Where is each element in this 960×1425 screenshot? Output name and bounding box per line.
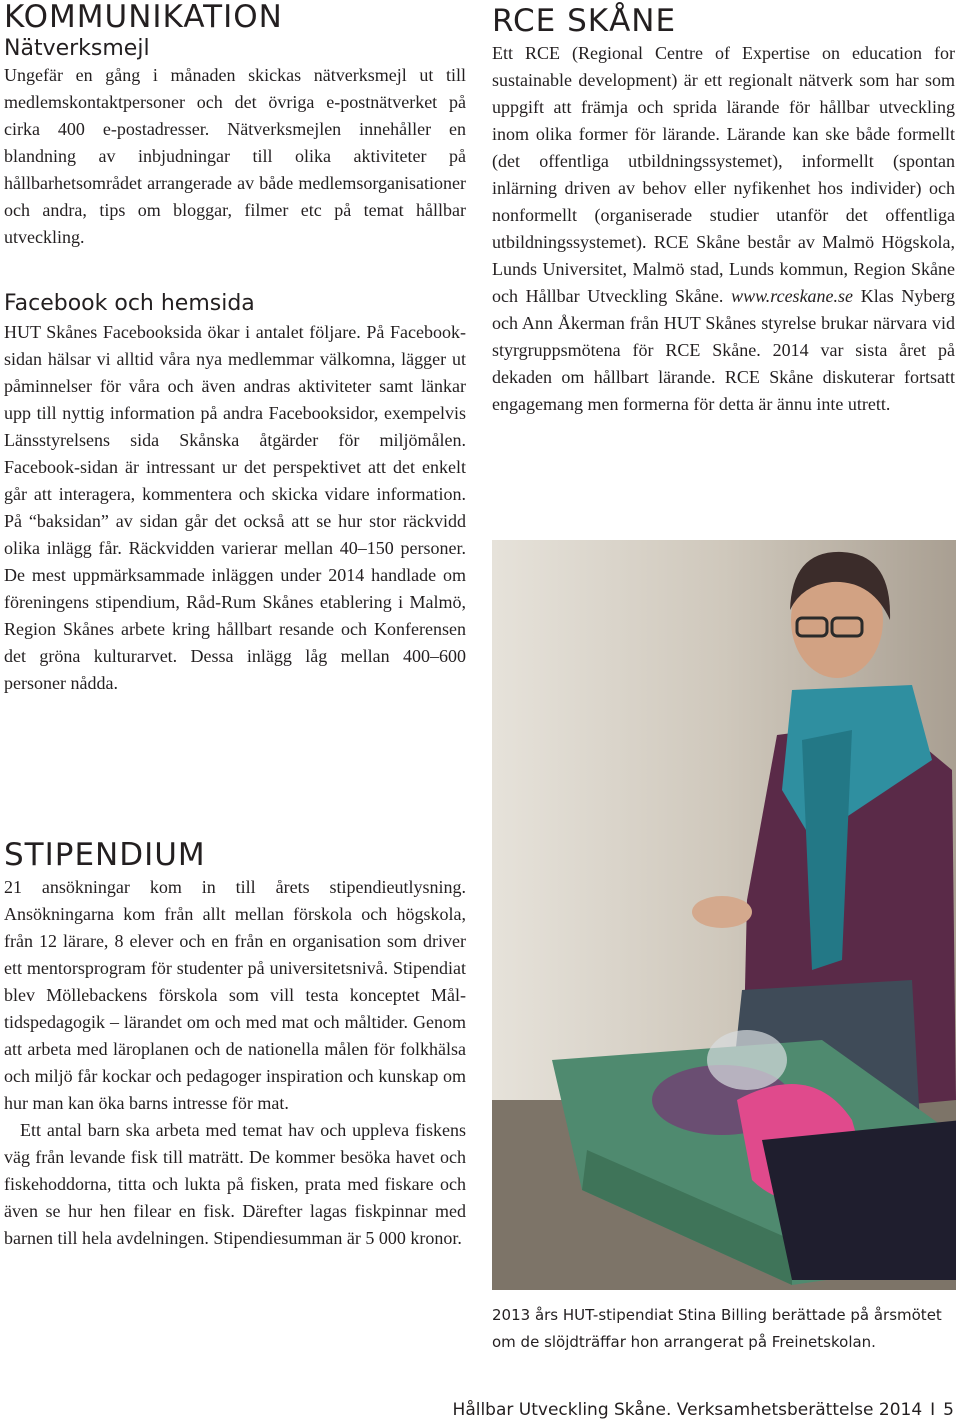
natverksmejl-paragraph: Ungefär en gång i månaden skickas nätverksmejl ut till medlemskontaktpersoner och det övriga e-postnätverket på cirka 400 e-postadresser. Nätverksmejlen innehåller en blandning av inbjudningar till olika aktiviteter på hållbarhetsområdet arrangerade av både medlemsorganisationer och andra, tips om bloggar, filmer etc på temat hållbar utveckling. [4, 65, 466, 247]
footer-separator: I [930, 1400, 936, 1420]
stipendium-section [4, 838, 466, 1252]
footer-title: Hållbar Utveckling Skåne. Verksamhetsberättelse 2014 [452, 1400, 923, 1420]
stipendium-heading: STIPENDIUM [4, 837, 206, 873]
facebook-paragraph: HUT Skånes Facebooksida ökar i antalet följare. På Facebook-sidan hälsar vi alltid våra nya medlemmar välkomna, lägger ut påminnelser för våra och även andras aktiviteter samt länkar upp till nyttig information på andra Facebooksidor, exempelvis Länsstyrelsens sida Skånska åtgärder för miljömålen. Facebook-sidan är intressant ur det perspektivet att det enkelt går att interagera, kommentera och skicka vidare information. På “baksidan” av sidan går det också att se hur stor räckvidd olika inlägg får. Räckvidden varierar mellan 40–150 personer. De mest uppmärksammade inläggen under 2014 handlade om föreningens stipendium, Råd-Rum Skånes etablering i Malmö, Region Skånes arbete kring hållbart resande och Konferensen det gröna kulturarvet. Dessa inlägg låg mellan 400–600 personer nådda. [4, 322, 466, 693]
photo-caption: 2013 års HUT-stipendiat Stina Billing berättade på årsmötet om de slöjdträffar hon arrangerat på Freinetskolan. [492, 1306, 942, 1351]
rce-text-after-link: Klas Nyberg och Ann Åkerman från HUT Skånes styrelse brukar närvara vid styrgruppsmötena för RCE Skåne. 2014 var sista året på dekaden om hållbart lärande. RCE Skåne diskuterar fortsatt engagemang men formerna för detta är ännu inte utrett. [492, 286, 956, 414]
page-number: 5 [943, 1400, 954, 1420]
stipendium-paragraph-2: Ett antal barn ska arbeta med temat hav och uppleva fiskens väg från levande fisk till maträtt. De kommer besöka havet och fiskehoddorna, titta och lukta på fisken, prata med fiskare och även se hur hen filear en fisk. Därefter lagas fiskpinnar med barnen till hela avdelningen. Stipendiesumman är 5 000 kronor. [4, 1120, 466, 1248]
kommunikation-heading: KOMMUNIKATION [4, 0, 283, 35]
rce-paragraph [492, 40, 955, 418]
facebook-subheading: Facebook och hemsida [4, 291, 255, 316]
rce-text-before-link: Ett RCE (Regional Centre of Expertise on education for sustainable development) är ett regionalt nätverk som har som uppgift att främja och sprida lärande för hållbar utveckling inom olika former för lärande. Lärande kan ske både formellt (det offentliga utbildningssystemet), informellt (spontan inlärning driven av behov eller nyfikenhet hos individer) och nonformellt (organiserade studier utanför det offentliga utbildningssystemet). RCE Skåne består av Malmö Högskola, Lunds Universitet, Malmö stad, Lunds kommun, Region Skåne och Hållbar Utveckling Skåne. [492, 43, 955, 306]
rce-section [492, 4, 955, 418]
kommunikation-section [4, 0, 466, 697]
natverksmejl-subheading: Nätverksmejl [4, 36, 150, 61]
page-footer [453, 1399, 954, 1421]
stipendium-paragraph-1: 21 ansökningar kom in till årets stipendieutlysning. Ansökningarna kom från allt mellan förskola och högskola, från 12 lärare, 8 elever och en från en organisation som driver ett mentorsprogram för studenter på universitetsnivå. Stipendiat blev Möllebackens förskola som vill testa konceptet Måltidspedagogik – lärandet om och med mat och måltider. Genom att arbeta med läroplanen och de nationella målen för folkhälsa och miljö får kockar och pedagoger inspiration och kunskap om hur man kan öka barns intresse för mat. [4, 877, 466, 1113]
stipendiat-photo [492, 540, 956, 1290]
rce-heading: RCE SKÅNE [492, 3, 677, 39]
rce-website-link[interactable]: www.rceskane.se [731, 286, 854, 306]
